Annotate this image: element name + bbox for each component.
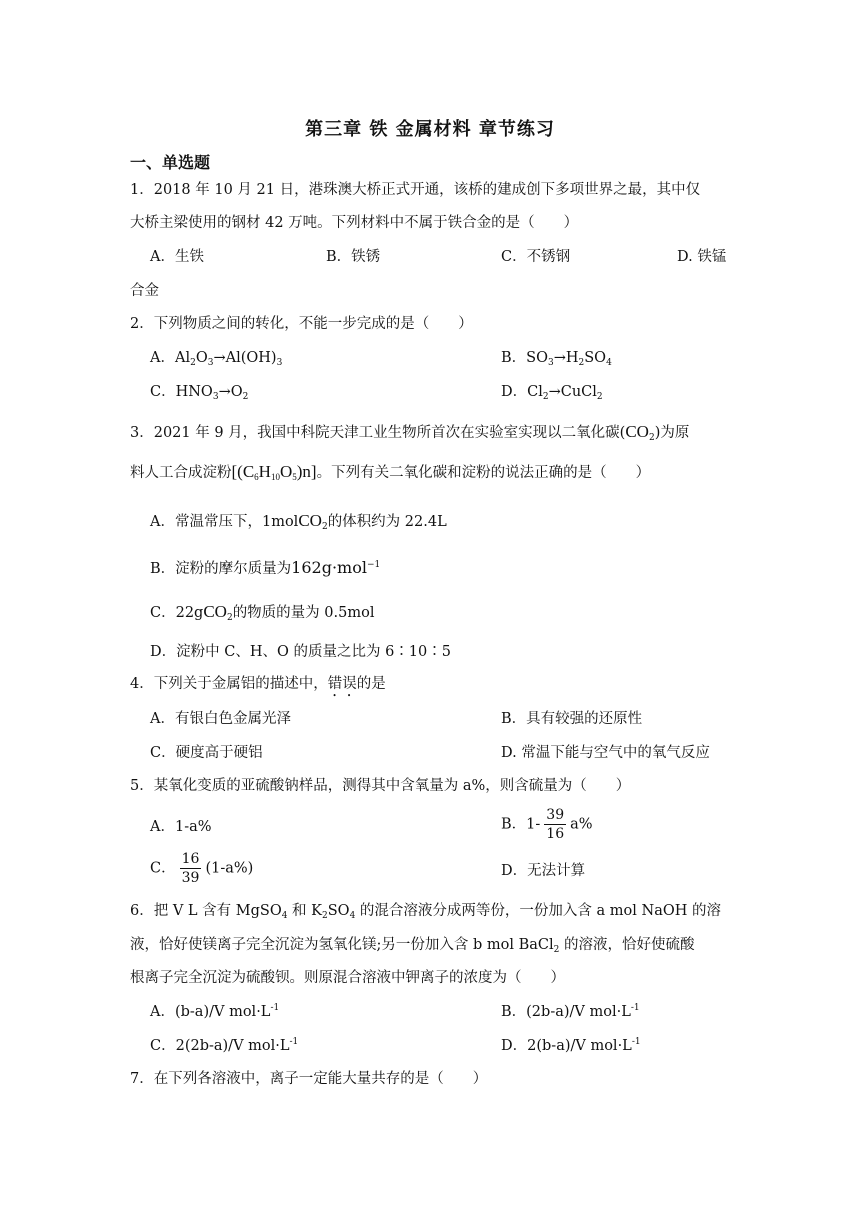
q7-stem: 7．在下列各溶液中，离子一定能大量共存的是（ ） bbox=[130, 1071, 488, 1087]
q4-option-a: A．有银白色金属光泽 bbox=[150, 711, 291, 727]
q1-stem-line2: 大桥主梁使用的钢材 42 万吨。下列材料中不属于铁合金的是（ ） bbox=[130, 215, 579, 231]
q5-option-c: C． $\frac{16}{39}$ (1-a%) bbox=[150, 851, 254, 886]
q6-option-d: D．2(b-a)/V $mol\cdot L^{-1}$ bbox=[501, 1037, 641, 1054]
q3-option-b: B．淀粉的摩尔质量为162g·mol$^{-1}$ bbox=[150, 558, 381, 577]
q5-option-d: D．无法计算 bbox=[501, 863, 586, 879]
q4-stem: 4．下列关于金属铝的描述中，错误的是 bbox=[130, 676, 386, 692]
q6-option-c: C．2(2b-a)/V $mol\cdot L^{-1}$ bbox=[150, 1037, 299, 1054]
q2-option-a: A．$Al_2O_3\to Al(OH)_3$ bbox=[150, 350, 283, 368]
q5-stem: 5．某氧化变质的亚硫酸钠样品，测得其中含氧量为 a%，则含硫量为（ ） bbox=[130, 778, 631, 794]
q3-stem-line1: 3．2021 年 9 月，我国中科院天津工业生物所首次在实验室实现以二氧化碳$(CO_2)$为原 bbox=[130, 422, 690, 443]
q1-option-d-cont: 合金 bbox=[130, 283, 159, 299]
q1-option-a: A．生铁 bbox=[150, 249, 204, 265]
q2-stem: 2．下列物质之间的转化，不能一步完成的是（ ） bbox=[130, 316, 473, 332]
q2-option-d: D．$Cl_2\to CuCl_2$ bbox=[501, 384, 603, 402]
section-heading: 一、单选题 bbox=[130, 153, 211, 172]
q4-option-d: D. 常温下能与空气中的氧气反应 bbox=[501, 745, 710, 761]
q1-stem-line1: 1．2018 年 10 月 21 日，港珠澳大桥正式开通，该桥的建成创下多项世界之最，其中仅 bbox=[130, 182, 701, 198]
q6-option-b: B．(2b-a)/V $mol\cdot L^{-1}$ bbox=[501, 1003, 640, 1020]
q5-option-b: B．1- $\frac{39}{16}$ a% bbox=[501, 807, 593, 842]
starch-formula: $[(C_6H_{10}O_5)n]$ bbox=[231, 462, 317, 482]
fraction: $\frac{39}{16}$ bbox=[546, 807, 565, 842]
q6-stem-line1: 6．把 V L 含有 MgSO$_4$ 和 $K_2SO_4$ 的混合溶液分成两等份，一份加入含 a mol NaOH 的溶 bbox=[130, 903, 721, 921]
q6-stem-line2: 液，恰好使镁离子完全沉淀为氢氧化镁;另一份加入含 b mol BaCl$_2$ 的溶液，恰好使硫酸 bbox=[130, 937, 695, 955]
fraction: $\frac{16}{39}$ bbox=[181, 851, 200, 886]
q5-option-a: A．1-a% bbox=[150, 819, 212, 835]
q4-option-c: C．硬度高于硬铝 bbox=[150, 745, 263, 761]
q3-option-d: D．淀粉中 C、H、O 的质量之比为 6∶10∶5 bbox=[150, 644, 451, 660]
q3-option-c: C．22gCO$_2$的物质的量为 0.5mol bbox=[150, 602, 375, 623]
q3-option-a: A．常温常压下，1molCO$_2$的体积约为 22.4L bbox=[150, 511, 447, 532]
q1-option-d: D. 铁锰 bbox=[677, 249, 727, 265]
q2-option-c: C．$HNO_3\to O_2$ bbox=[150, 384, 249, 402]
page-title: 第三章 铁 金属材料 章节练习 bbox=[305, 119, 555, 140]
q6-option-a: A．(b-a)/V $mol\cdot L^{-1}$ bbox=[150, 1003, 280, 1020]
q6-stem-line3: 根离子完全沉淀为硫酸钡。则原混合溶液中钾离子的浓度为（ ） bbox=[130, 970, 565, 986]
emphasis-dots: 错误 bbox=[327, 676, 357, 692]
q4-option-b: B．具有较强的还原性 bbox=[501, 711, 643, 727]
q2-option-b: B．$SO_3\to H_2SO_4$ bbox=[501, 350, 612, 368]
q1-option-c: C．不锈钢 bbox=[501, 249, 571, 265]
q1-option-b: B．铁锈 bbox=[326, 249, 381, 265]
q3-stem-line2: 料人工合成淀粉$[(C_6H_{10}O_5)n]$。下列有关二氧化碳和淀粉的说法正确的是（ ） bbox=[130, 462, 651, 482]
